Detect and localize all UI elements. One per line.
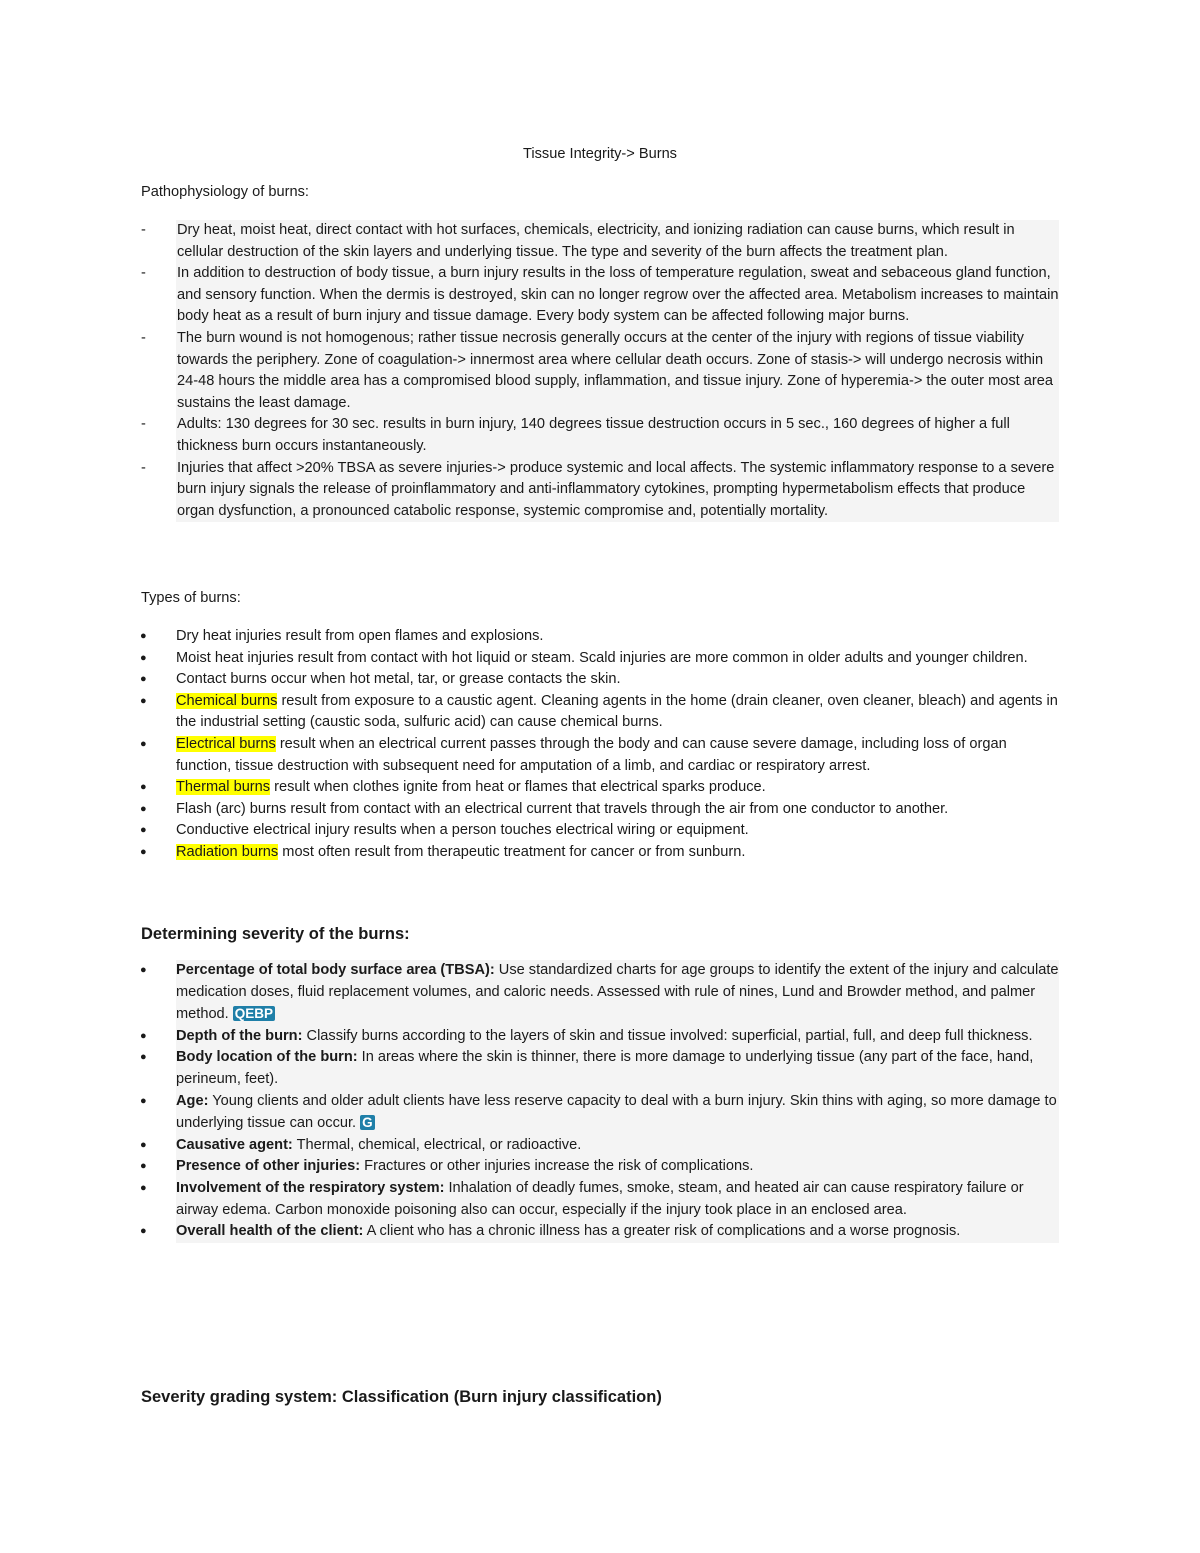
burn-type-text: result from exposure to a caustic agent. Cleaning agents in the home (drain cleaner, oven cleaner, bleach) and agents in the industrial setting (caustic soda, sulfuric acid) can cause chemical burns. [176, 692, 1058, 731]
severity-item [140, 1047, 1059, 1090]
severity-text: In areas where the skin is thinner, there is more damage to underlying tissue (any part of the face, hand, perineum, feet). [176, 1049, 1034, 1087]
bullet-marker: ● [140, 964, 147, 976]
severity-item [140, 1178, 1059, 1221]
burn-type-item [140, 648, 1060, 670]
burn-type-item [140, 626, 1060, 648]
bullet-marker: ● [140, 673, 147, 686]
dash-marker: - [141, 265, 146, 282]
burn-type-text: Flash (arc) burns result from contact with an electrical current that travels through the air from one conductor to another. [176, 800, 949, 817]
burn-type-item [140, 669, 1060, 691]
bullet-marker: ● [140, 1094, 147, 1107]
severity-label: Overall health of the client: [176, 1223, 364, 1240]
severity-item [140, 1135, 1059, 1157]
bullet-marker: ● [140, 630, 147, 642]
pathophysiology-text: In addition to destruction of body tissue, a burn injury results in the loss of temperature regulation, sweat and sebaceous gland function, and sensory function. When the dermis is destroyed, skin can no longer regrow over the affected area. Metabolism increases to maintain body heat as a result of burn injury and tissue damage. Every body system can be affected following major burns. [177, 265, 1059, 325]
pathophysiology-item [141, 328, 1059, 414]
severity-label: Age: [176, 1092, 209, 1109]
bullet-marker: ● [140, 1029, 147, 1042]
severity-text: Inhalation of deadly fumes, smoke, steam, and heated air can cause respiratory failure or airway edema. Carbon monoxide poisoning also can occur, especially if the injury took place in an enclosed area. [176, 1179, 1024, 1218]
types-block [140, 626, 1060, 864]
bullet-marker: ● [140, 1138, 147, 1151]
highlight-term: Radiation burns [176, 843, 279, 860]
bullet-marker: ● [140, 1181, 147, 1194]
document-title: Tissue Integrity-> Burns [523, 146, 677, 162]
severity-item [140, 1091, 1059, 1135]
burn-type-item [140, 799, 1060, 821]
burn-type-text: Moist heat injuries result from contact with hot liquid or steam. Scald injuries are more common in older adults and younger children. [176, 649, 1028, 666]
dash-marker: - [141, 416, 146, 433]
pathophysiology-text: Dry heat, moist heat, direct contact with hot surfaces, chemicals, electricity, and ionizing radiation can cause burns, which result in cellular destruction of the skin layers and underlying tissue. The type and severity of the burn affects the treatment plan. [177, 222, 1015, 260]
bullet-marker: ● [140, 802, 147, 815]
dash-marker: - [141, 329, 146, 346]
pathophysiology-item [141, 414, 1059, 457]
pathophysiology-block [141, 220, 1059, 522]
pathophysiology-item [141, 220, 1059, 263]
burn-type-item [140, 777, 1060, 799]
bullet-marker: ● [140, 1160, 147, 1173]
pathophysiology-heading: Pathophysiology of burns: [141, 184, 309, 200]
pathophysiology-text: Adults: 130 degrees for 30 sec. results in burn injury, 140 degrees tissue destruction occurs in 5 sec., 160 degrees of higher a full thickness burn occurs instantaneously. [177, 416, 1010, 454]
severity-label: Depth of the burn: [176, 1027, 303, 1044]
qebp-tag[interactable]: QEBP [234, 1006, 274, 1022]
burn-type-text: Conductive electrical injury results when a person touches electrical wiring or equipment. [176, 822, 749, 839]
bullet-marker: ● [140, 781, 147, 794]
severity-item [140, 1156, 1059, 1178]
severity-label: Presence of other injuries: [176, 1158, 361, 1175]
severity-label: Involvement of the respiratory system: [176, 1179, 445, 1196]
pathophysiology-text: The burn wound is not homogenous; rather tissue necrosis generally occurs at the center of the injury with regions of tissue viability towards the periphery. Zone of coagulation-> innermost area where cellular death occurs. Zone of stasis-> will undergo necrosis within 24-48 hours the middle area has a compromised blood supply, inflammation, and tissue injury. Zone of hyperemia-> the outer most area sustains the least damage. [177, 329, 1053, 411]
bullet-marker: ● [140, 845, 147, 858]
highlight-term: Chemical burns [176, 692, 278, 709]
dash-marker: - [141, 459, 146, 476]
severity-item [140, 960, 1059, 1026]
burn-type-text: Contact burns occur when hot metal, tar, or grease contacts the skin. [176, 671, 621, 688]
burn-type-text: result when clothes ignite from heat or flames that electrical sparks produce. [270, 779, 766, 796]
g-tag[interactable]: G [362, 1115, 373, 1131]
severity-item [140, 1026, 1059, 1048]
grading-heading: Severity grading system: Classification (Burn injury classification) [141, 1388, 662, 1406]
highlight-term: Electrical burns [176, 735, 276, 752]
bullet-marker: ● [140, 824, 147, 837]
severity-text: Thermal, chemical, electrical, or radioactive. [292, 1136, 582, 1153]
burn-type-text: result when an electrical current passes through the body and can cause severe damage, including loss of organ function, tissue destruction with subsequent need for amputation of a limb, and cardiac or respiratory arrest. [176, 735, 1007, 774]
severity-label: Percentage of total body surface area (TBSA): [176, 962, 495, 978]
pathophysiology-item [141, 263, 1059, 328]
bullet-marker: ● [140, 737, 147, 750]
bullet-marker: ● [140, 1225, 147, 1238]
burn-type-item [140, 734, 1060, 777]
burn-type-text: Dry heat injuries result from open flames and explosions. [176, 628, 544, 644]
severity-item [140, 1221, 1059, 1243]
burn-type-item [140, 820, 1060, 842]
severity-label: Causative agent: [176, 1136, 293, 1153]
severity-text: Fractures or other injuries increase the risk of complications. [360, 1158, 754, 1175]
types-heading: Types of burns: [141, 590, 241, 606]
burn-type-item [140, 842, 1060, 864]
bullet-marker: ● [140, 694, 147, 707]
severity-text: Classify burns according to the layers of skin and tissue involved: superficial, partial, full, and deep full thickness. [302, 1027, 1033, 1044]
severity-text: Use standardized charts for age groups to identify the extent of the injury and calculate medication doses, fluid replacement volumes, and caloric needs. Assessed with rule of nines, Lund and Browder method, and palmer method. [176, 962, 1059, 1023]
burn-type-text: most often result from therapeutic treatment for cancer or from sunburn. [278, 843, 746, 860]
pathophysiology-item [141, 458, 1059, 523]
dash-marker: - [141, 222, 146, 238]
burn-type-item [140, 691, 1060, 734]
severity-label: Body location of the burn: [176, 1049, 358, 1066]
highlight-term: Thermal burns [176, 779, 271, 796]
severity-block [140, 960, 1059, 1243]
severity-text: A client who has a chronic illness has a greater risk of complications and a worse prognosis. [363, 1223, 961, 1240]
severity-text: Young clients and older adult clients have less reserve capacity to deal with a burn injury. Skin thins with aging, so more damage to underlying tissue can occur. [176, 1092, 1057, 1132]
bullet-marker: ● [140, 651, 147, 664]
severity-heading: Determining severity of the burns: [141, 925, 410, 943]
bullet-marker: ● [140, 1051, 147, 1064]
pathophysiology-text: Injuries that affect >20% TBSA as severe injuries-> produce systemic and local affects. The systemic inflammatory response to a severe burn injury signals the release of proinflammatory and anti-inflammatory cytokines, prompting hypermetabolism effects that produce organ dysfunction, a pronounced catabolic response, systemic compromise and, potentially mortality. [177, 459, 1055, 519]
